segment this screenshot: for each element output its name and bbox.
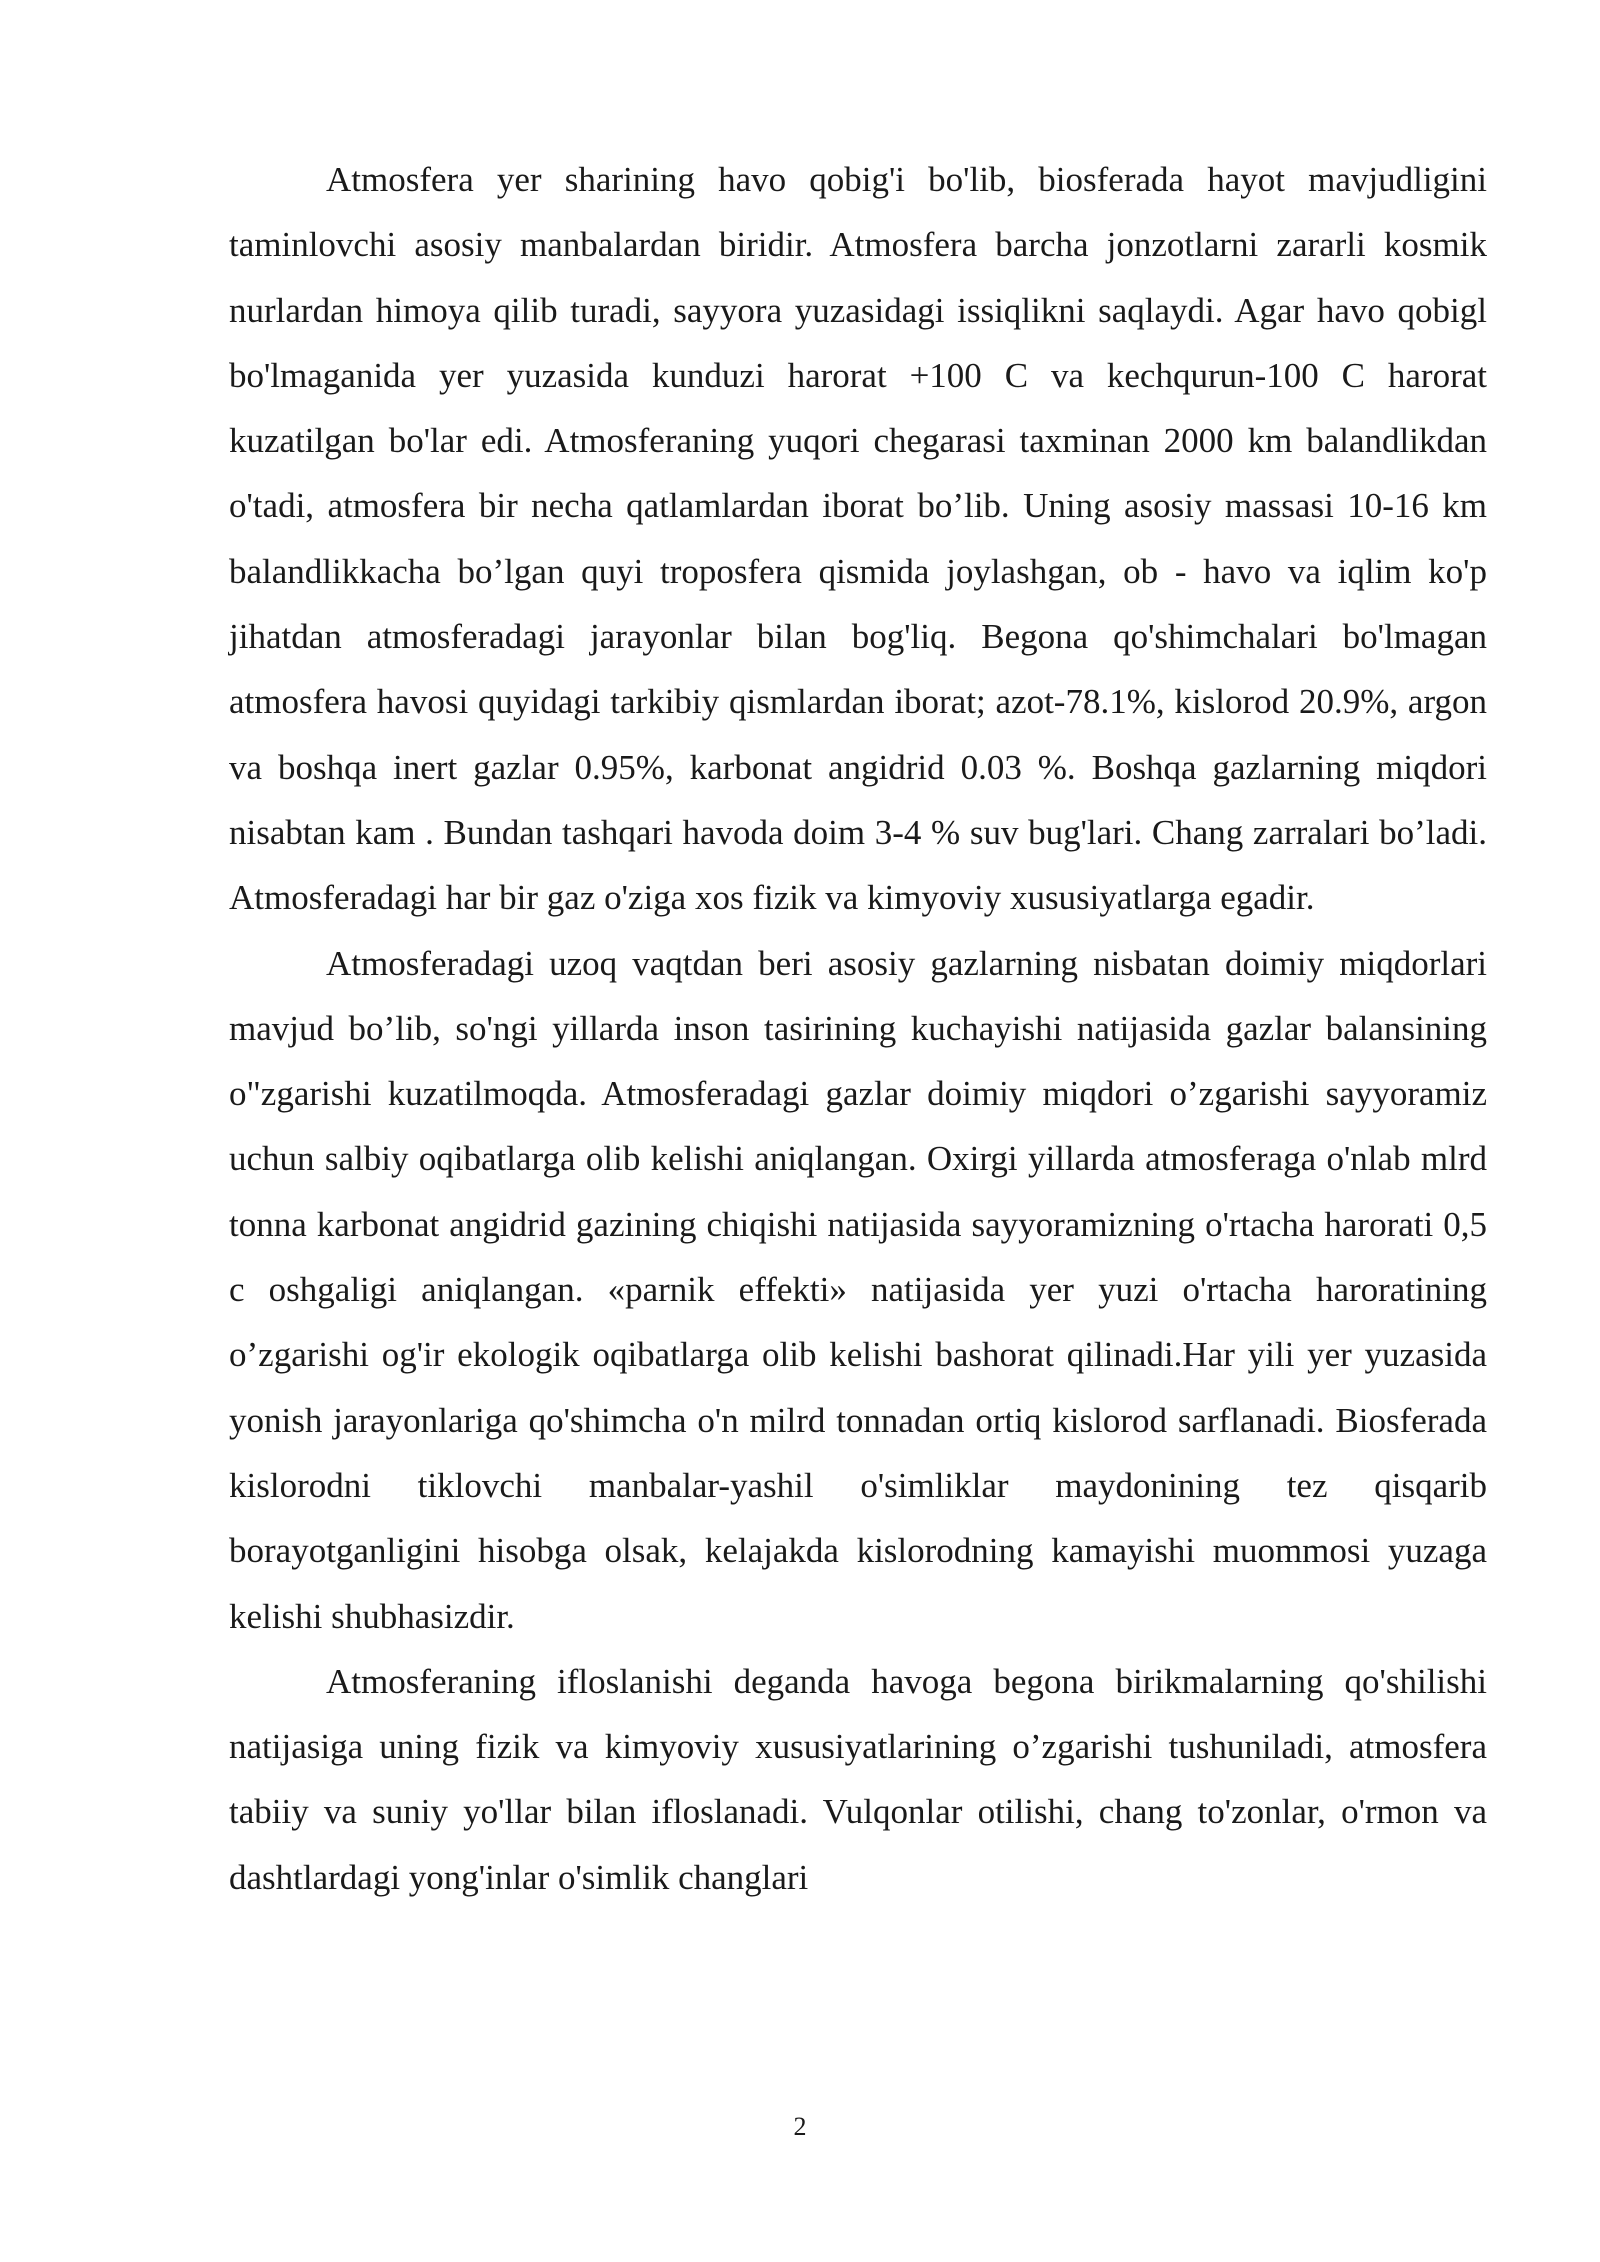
paragraph-pollution: Atmosferaning ifloslanishi deganda havoga begona birikmalarning qo'shilishi natijasiga uning fizik va kimyoviy xususiyatlarining o’zgarishi tushuniladi, atmosfera tabiiy va suniy yo'llar bilan ifloslanadi. Vulqonlar otilishi, chang to'zonlar, o'rmon va dashtlardagi yong'inlar o'simlik changlari <box>229 1661 1487 1897</box>
body-text <box>229 147 1487 1910</box>
paragraph-atmosphere-composition: Atmosfera yer sharining havo qobig'i bo'lib, biosferada hayot mavjudligini taminlovchi asosiy manbalardan biridir. Atmosfera barcha jonzotlarni zararli kosmik nurlardan himoya qilib turadi, sayyora yuzasidagi issiqlikni saqlaydi. Agar havo qobigl bo'lmaganida yer yuzasida kunduzi harorat +100 C va kechqurun-100 C harorat kuzatilgan bo'lar edi. Atmosferaning yuqori chegarasi taxminan 2000 km balandlikdan o'tadi, atmosfera bir necha qatlamlardan iborat bo’lib. Uning asosiy massasi 10-16 km balandlikkacha bo’lgan quyi troposfera qismida joylashgan, ob - havo va iqlim ko'p jihatdan atmosferadagi jarayonlar bilan bog'liq. Begona qo'shimchalari bo'lmagan atmosfera havosi quyidagi tarkibiy qismlardan iborat; azot-78.1%, kislorod 20.9%, argon va boshqa inert gazlar 0.95%, karbonat angidrid 0.03 %. Boshqa gazlarning miqdori nisabtan kam . Bundan tashqari havoda doim 3-4 % suv bug'lari. Chang zarralari bo’ladi. Atmosferadagi har bir gaz o'ziga xos fizik va kimyoviy xususiyatlarga egadir. <box>229 160 1487 918</box>
paragraph-gas-balance: Atmosferadagi uzoq vaqtdan beri asosiy gazlarning nisbatan doimiy miqdorlari mavjud bo’lib, so'ngi yillarda inson tasirining kuchayishi natijasida gazlar balansining o"zgarishi kuzatilmoqda. Atmosferadagi gazlar doimiy miqdori o’zgarishi sayyoramiz uchun salbiy oqibatlarga olib kelishi aniqlangan. Oxirgi yillarda atmosferaga o'nlab mlrd tonna karbonat angidrid gazining chiqishi natijasida sayyoramizning o'rtacha harorati 0,5 c oshgaligi aniqlangan. «parnik effekti» natijasida yer yuzi o'rtacha haroratining o’zgarishi og'ir ekologik oqibatlarga olib kelishi bashorat qilinadi.Har yili yer yuzasida yonish jarayonlariga qo'shimcha o'n milrd tonnadan ortiq kislorod sarflanadi. Biosferada kislorodni tiklovchi manbalar-yashil o'simliklar maydonining tez qisqarib borayotganligini hisobga olsak, kelajakda kislorodning kamayishi muommosi yuzaga kelishi shubhasizdir. <box>229 943 1487 1636</box>
page-number: 2 <box>793 2112 807 2141</box>
